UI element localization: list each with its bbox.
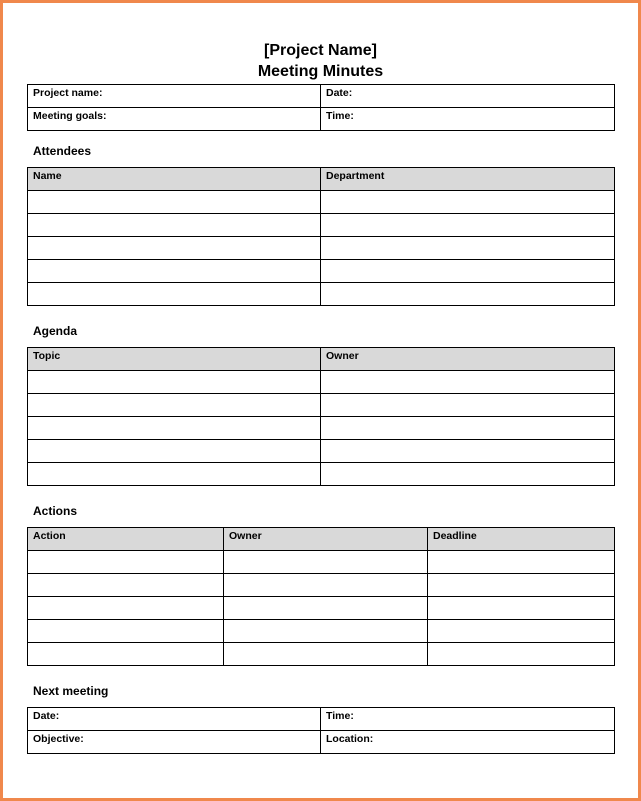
table-row [28,260,615,283]
table-row [28,237,615,260]
table-row [28,85,615,108]
table-row [28,371,615,394]
meeting-goals-field[interactable] [28,108,321,131]
table-cell[interactable] [28,463,321,486]
table-cell[interactable] [28,417,321,440]
column-header-topic: Topic [28,348,321,371]
next-date-field[interactable] [28,708,321,731]
table-row [28,731,615,754]
next-meeting-table [27,707,615,754]
table-cell[interactable] [321,371,615,394]
time-field[interactable] [321,108,615,131]
table-cell[interactable] [321,417,615,440]
table-cell[interactable] [321,191,615,214]
table-row [28,108,615,131]
table-cell[interactable] [28,371,321,394]
table-row [28,463,615,486]
next-time-label: Time: [326,710,354,722]
column-header-owner: Owner [224,528,428,551]
table-cell[interactable] [224,574,428,597]
next-meeting-heading: Next meeting [33,684,109,698]
agenda-table [27,347,615,486]
table-cell[interactable] [428,574,615,597]
table-cell[interactable] [28,237,321,260]
agenda-heading: Agenda [33,324,78,338]
column-header-owner: Owner [321,348,615,371]
table-cell[interactable] [28,191,321,214]
table-cell[interactable] [428,597,615,620]
project-name-field[interactable] [28,85,321,108]
table-cell[interactable] [224,620,428,643]
table-row [28,643,615,666]
column-header-action: Action [28,528,224,551]
table-cell[interactable] [321,440,615,463]
table-cell[interactable] [224,643,428,666]
table-cell[interactable] [428,643,615,666]
attendees-heading: Attendees [33,144,92,158]
table-cell[interactable] [428,620,615,643]
table-header-row [28,348,615,371]
objective-field[interactable] [28,731,321,754]
table-cell[interactable] [28,283,321,306]
table-row [28,708,615,731]
table-cell[interactable] [321,214,615,237]
table-row [28,597,615,620]
table-cell[interactable] [321,237,615,260]
table-cell[interactable] [321,463,615,486]
table-cell[interactable] [28,620,224,643]
document-title: Meeting Minutes [257,63,384,80]
table-row [28,574,615,597]
table-row [28,394,615,417]
table-row [28,551,615,574]
meeting-goals-label: Meeting goals: [33,110,107,122]
location-field[interactable] [321,731,615,754]
time-label: Time: [326,110,354,122]
table-row [28,283,615,306]
project-name-title: [Project Name] [264,42,377,59]
table-cell[interactable] [28,214,321,237]
table-cell[interactable] [28,551,224,574]
actions-heading: Actions [33,504,78,518]
table-header-row [28,168,615,191]
column-header-name: Name [28,168,321,191]
meeting-info-table [27,84,615,131]
table-cell[interactable] [28,394,321,417]
table-row [28,214,615,237]
table-cell[interactable] [428,551,615,574]
actions-table [27,527,615,666]
table-cell[interactable] [224,597,428,620]
table-cell[interactable] [28,260,321,283]
objective-label: Objective: [33,733,84,745]
date-field[interactable] [321,85,615,108]
table-row [28,417,615,440]
column-header-deadline: Deadline [428,528,615,551]
table-row [28,440,615,463]
table-cell[interactable] [28,643,224,666]
date-label: Date: [326,87,353,99]
table-cell[interactable] [321,283,615,306]
column-header-department: Department [321,168,615,191]
table-cell[interactable] [28,440,321,463]
table-header-row [28,528,615,551]
next-date-label: Date: [33,710,60,722]
table-cell[interactable] [224,551,428,574]
table-row [28,191,615,214]
table-row [28,620,615,643]
table-cell[interactable] [28,597,224,620]
table-cell[interactable] [321,260,615,283]
location-label: Location: [326,733,374,745]
project-name-label: Project name: [33,87,103,99]
next-time-field[interactable] [321,708,615,731]
attendees-table [27,167,615,306]
table-cell[interactable] [28,574,224,597]
table-cell[interactable] [321,394,615,417]
